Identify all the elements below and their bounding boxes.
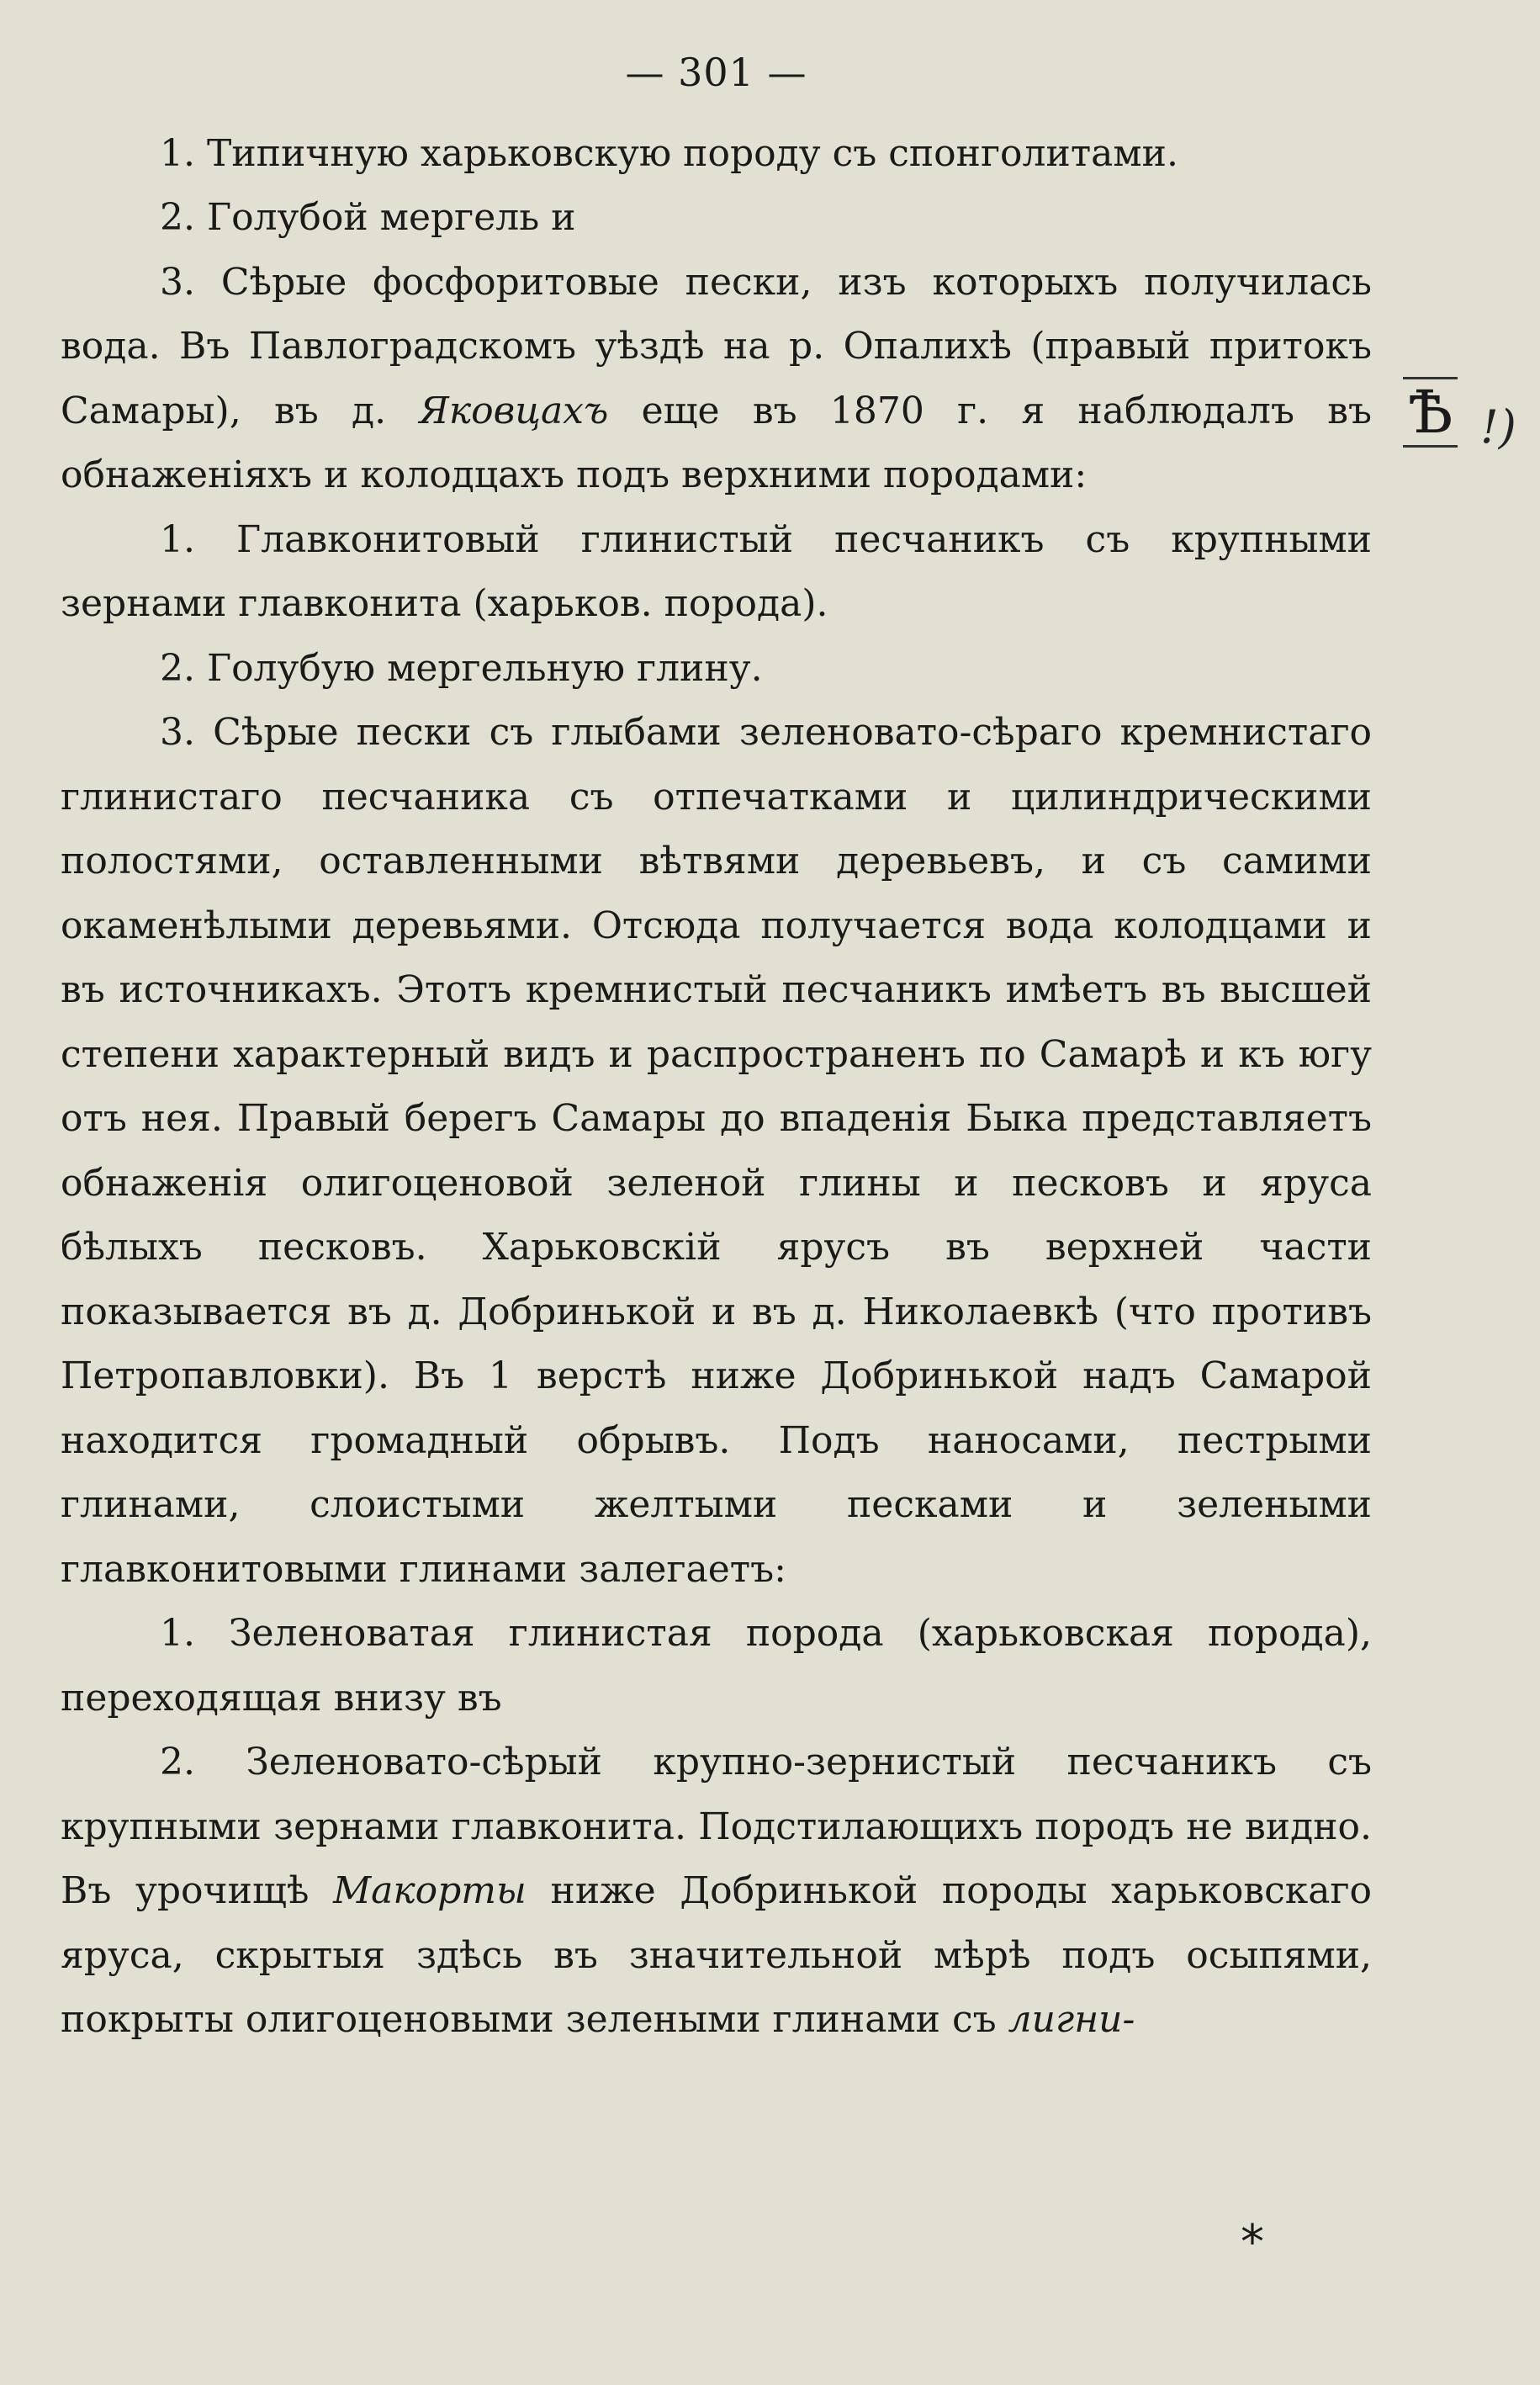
- paragraph-8-text: 2. Зеленовато-сѣрый крупно-зернистый песчаникъ съ крупными зернами главконита. Подстилающихъ породъ не видно. Въ урочищѣ: [61, 1741, 1372, 1912]
- paragraph-4: 1. Главконитовый глинистый песчаникъ съ крупными зернами главконита (харьков. порода).: [61, 517, 1372, 625]
- paragraph-8-continued: ниже Добринькой породы харьковскаго яруса, скрытыя здѣсь въ значительной мѣрѣ подъ осыпями, покрыты олигоценовыми зелеными глинами съ: [61, 1869, 1372, 2041]
- paragraph-5: 2. Голубую мергельную глину.: [160, 646, 763, 690]
- paragraph-7: 1. Зеленоватая глинистая порода (харьковская порода), переходящая внизу въ: [61, 1612, 1372, 1720]
- paragraph-2: 2. Голубой мергель и: [160, 196, 576, 239]
- paragraph-3: [61, 251, 1372, 508]
- place-name-yakovtsakh: Яковцахъ: [419, 389, 609, 432]
- paragraph-3-text: 3. Сѣрые фосфоритовые пески, изъ которыхъ получилась вода. Въ Павлоградскомъ уѣздѣ на р. Опалихѣ (правый притокъ Самары), въ д.: [61, 260, 1372, 432]
- paragraph-6: 3. Сѣрые пески съ глыбами зеленовато-сѣраго кремнистаго глинистаго песчаника съ отпечатками и цилиндрическими полостями, оставленными вѣтвями деревьевъ, и съ самими окаменѣлыми деревьями. Отсюда получается вода колодцами и въ источникахъ. Этотъ кремнистый песчаникъ имѣетъ въ высшей степени характерный видъ и распространенъ по Самарѣ и къ югу отъ нея. Правый берегъ Самары до впаденія Быка представляетъ обнаженія олигоценовой зеленой глины и песковъ и яруса бѣлыхъ песковъ. Харьковскій ярусъ въ верхней части показывается въ д. Добринькой и въ д. Николаевкѣ (что противъ Петропавловки). Въ 1 верстѣ ниже Добринькой надъ Самарой находится громадный обрывъ. Подъ наносами, пестрыми глинами, слоистыми желтыми песками и зелеными главконитовыми глинами залегаетъ:: [61, 711, 1372, 1591]
- paragraph-8: [61, 1730, 1372, 2053]
- hyphenated-word-ligni: лигни-: [1008, 1998, 1135, 2041]
- paragraph-1: 1. Типичную харьковскую породу съ спонголитами.: [160, 131, 1178, 175]
- handwritten-margin-note: Ѣ: [1403, 377, 1458, 448]
- place-name-makorty: Макорты: [333, 1869, 527, 1912]
- signature-mark: *: [1241, 2215, 1264, 2270]
- paragraph-3-tail: еще въ 1870 г. я наблюдалъ въ обнаженіяхъ и колодцахъ подъ верхними породами:: [61, 389, 1372, 496]
- handwritten-margin-note-tail: !): [1480, 400, 1516, 453]
- page-number: — 301 —: [625, 50, 807, 95]
